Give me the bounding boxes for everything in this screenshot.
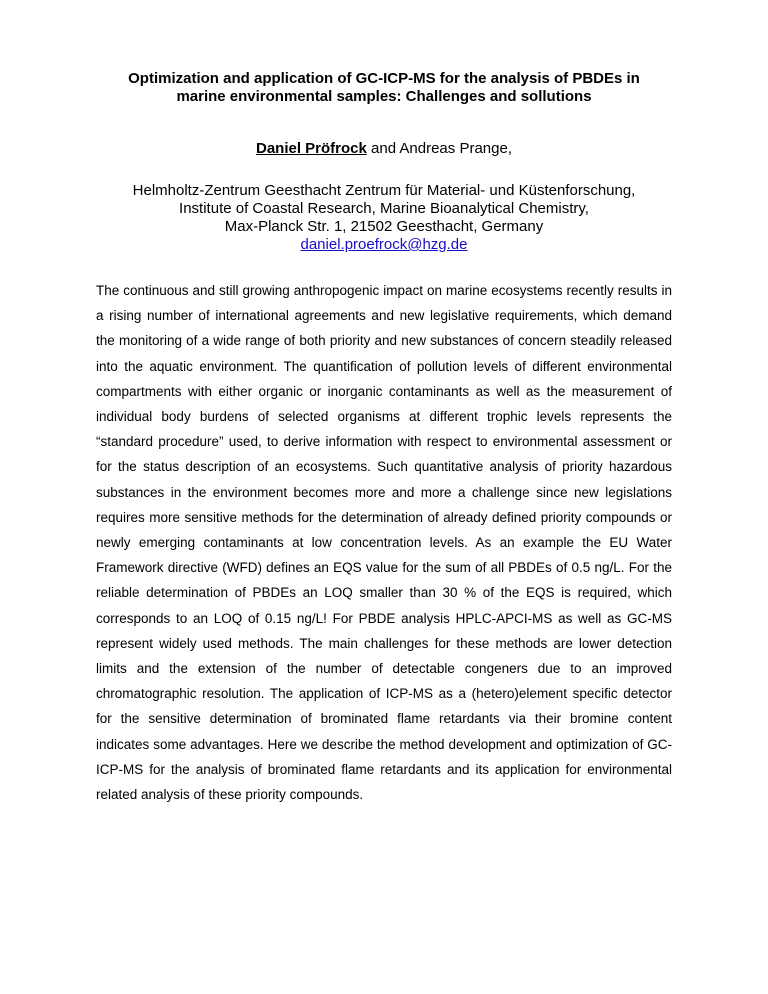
author-line [96,140,672,158]
co-authors: and Andreas Prange, [366,140,512,157]
presenting-author: Daniel Pröfrock [256,140,367,157]
affiliation-line-3: Max-Planck Str. 1, 21502 Geesthacht, Germany [224,218,544,235]
abstract-paragraph: The continuous and still growing anthropogenic impact on marine ecosystems recently results in a rising number of international agreements and new legislative requirements, which demand the monitoring of a wide range of both priority and new substances of concern steadily released into the aquatic environment. The quantification of pollution levels of different environmental compartments with either organic or inorganic contaminants as well as the measurement of individual body burdens of selected organisms at different trophic levels represents the “standard procedure” used, to derive information with respect to environmental assessment or for the status description of an ecosystems. Such quantitative analysis of priority hazardous substances in the environment becomes more and more a challenge since new legislations requires more sensitive methods for the determination of already defined priority compounds or newly emerging contaminants at low concentration levels. As an example the EU Water Framework directive (WFD) defines an EQS value for the sum of all PBDEs of 0.5 ng/L. For the reliable determination of PBDEs an LOQ smaller than 30 % of the EQS is required, which corresponds to an LOQ of 0.15 ng/L! For PBDE analysis HPLC-APCI-MS as well as GC-MS represent widely used methods. The main challenges for these methods are lower detection limits and the extension of the number of detectable congeners due to an improved chromatographic resolution. The application of ICP-MS as a (hetero)element specific detector for the sensitive determination of brominated flame retardants via their bromine content indicates some advantages. Here we describe the method development and optimization of GC-ICP-MS for the analysis of brominated flame retardants and its application for environmental related analysis of these priority compounds. [96,283,672,803]
affiliation-line-1: Helmholtz-Zentrum Geesthacht Zentrum für Material- und Küstenforschung, [132,182,636,199]
email-link[interactable]: daniel.proefrock@hzg.de [300,236,468,253]
affiliation-line-2: Institute of Coastal Research, Marine Bioanalytical Chemistry, [179,200,589,217]
affiliation-block [96,182,672,254]
paper-title: Optimization and application of GC-ICP-MS for the analysis of PBDEs in marine environmental samples: Challenges and sollutions [128,70,640,105]
